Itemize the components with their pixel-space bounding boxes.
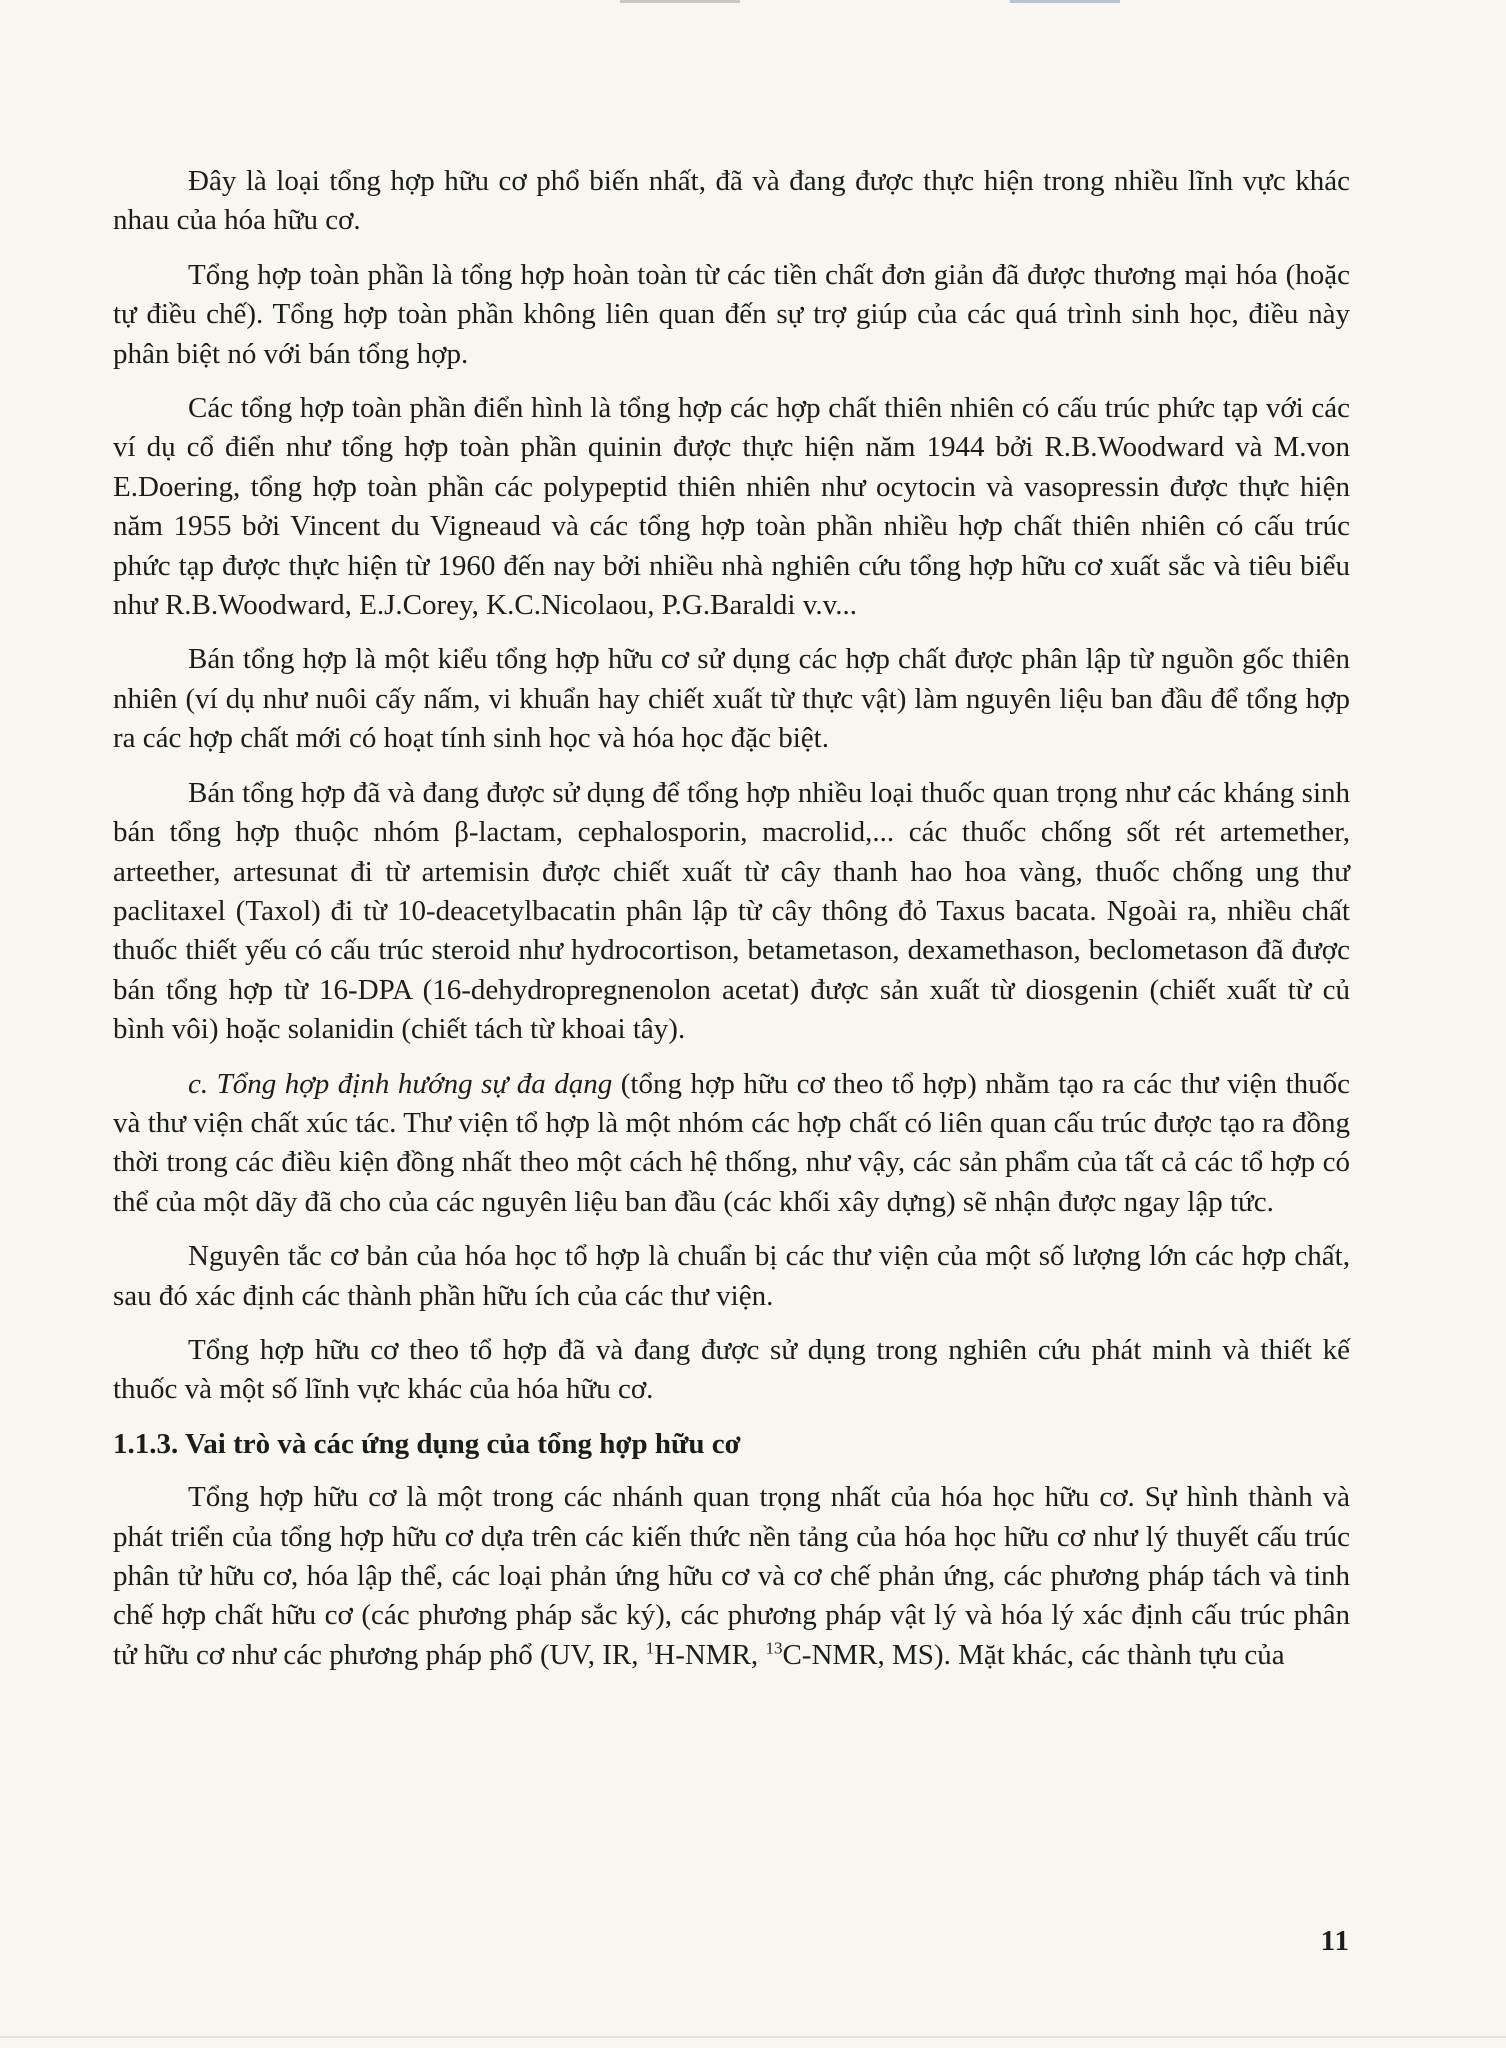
paragraph-intro: Đây là loại tổng hợp hữu cơ phổ biến nhất, đã và đang được thực hiện trong nhiều lĩnh vực khác nhau của hóa hữu cơ. — [113, 165, 1350, 237]
paragraph-diversity-oriented-text: (tổng hợp hữu cơ theo tổ hợp) nhằm tạo ra các thư viện thuốc và thư viện chất xúc tác. Thư viện tổ hợp là một nhóm các hợp chất có liên quan cấu trúc được tạo ra đồng thời trong các điều kiện đồng nhất theo một cách hệ thống, như vậy, các sản phẩm của tất cả các tổ hợp có thể của một dãy đã cho của các nguyên liệu ban đầu (các khối xây dựng) sẽ nhận được ngay lập tức. — [113, 1067, 1350, 1218]
paragraph-total-synthesis-examples: Các tổng hợp toàn phần điển hình là tổng hợp các hợp chất thiên nhiên có cấu trúc phức tạp với các ví dụ cổ điển như tổng hợp toàn phần quinin được thực hiện năm 1944 bởi R.B.Woodward và M.von E.Doering, tổng hợp toàn phần các polypeptid thiên nhiên như ocytocin và vasopressin được thực hiện năm 1955 bởi Vincent du Vigneaud và các tổng hợp toàn phần nhiều hợp chất thiên nhiên có cấu trúc phức tạp được thực hiện từ 1960 đến nay bởi nhiều nhà nghiên cứu tổng hợp hữu cơ xuất sắc và tiêu biểu như R.B.Woodward, E.J.Corey, K.C.Nicolaou, P.G.Baraldi v.v... — [113, 392, 1350, 622]
paragraph-combinatorial-principle: Nguyên tắc cơ bản của hóa học tổ hợp là chuẩn bị các thư viện của một số lượng lớn các hợp chất, sau đó xác định các thành phần hữu ích của các thư viện. — [113, 1240, 1350, 1312]
paragraph-semisynthesis: Bán tổng hợp là một kiểu tổng hợp hữu cơ sử dụng các hợp chất được phân lập từ nguồn gốc thiên nhiên (ví dụ như nuôi cấy nấm, vi khuẩn hay chiết xuất từ thực vật) làm nguyên liệu ban đầu để tổng hợp ra các hợp chất mới có hoạt tính sinh học và hóa học đặc biệt. — [113, 643, 1350, 755]
page-body — [113, 162, 1350, 1690]
paragraph-total-synthesis: Tổng hợp toàn phần là tổng hợp hoàn toàn từ các tiền chất đơn giản đã được thương mại hóa (hoặc tự điều chế). Tổng hợp toàn phần không liên quan đến sự trợ giúp của các quá trình sinh học, điều này phân biệt nó với bán tổng hợp. — [113, 258, 1350, 370]
scan-edge-mark — [620, 0, 740, 3]
paragraph-role-text-3: C-NMR, MS). Mặt khác, các thành tựu của — [782, 1638, 1285, 1671]
paragraph-role-text-1: Tổng hợp hữu cơ là một trong các nhánh quan trọng nhất của hóa học hữu cơ. Sự hình thành và phát triển của tổng hợp hữu cơ dựa trên các kiến thức nền tảng của hóa học hữu cơ như lý thuyết cấu trúc phân tử hữu cơ, hóa lập thể, các loại phản ứng hữu cơ và cơ chế phản ứng, các phương pháp tách và tinh chế hợp chất hữu cơ (các phương pháp sắc ký), các phương pháp vật lý và hóa lý xác định cấu trúc phân tử hữu cơ như các phương pháp phổ (UV, IR, — [113, 1481, 1350, 1671]
paragraph-role — [113, 1478, 1350, 1675]
scan-edge-mark — [1010, 0, 1120, 3]
paragraph-combinatorial-usage: Tổng hợp hữu cơ theo tổ hợp đã và đang được sử dụng trong nghiên cứu phát minh và thiết kế thuốc và một số lĩnh vực khác của hóa hữu cơ. — [113, 1333, 1350, 1406]
superscript-1: 1 — [645, 1638, 655, 1658]
page-number: 11 — [1320, 1925, 1350, 1957]
paragraph-semisynthesis-drugs: Bán tổng hợp đã và đang được sử dụng để tổng hợp nhiều loại thuốc quan trọng như các kháng sinh bán tổng hợp thuộc nhóm β-lactam, cephalosporin, macrolid,... các thuốc chống sốt rét artemether, arteether, artesunat đi từ artemisin được chiết xuất từ cây thanh hao hoa vàng, thuốc chống ung thư paclitaxel (Taxol) đi từ 10-deacetylbacatin phân lập từ cây thông đỏ Taxus bacata. Ngoài ra, nhiều chất thuốc thiết yếu có cấu trúc steroid như hydrocortison, betametason, dexamethason, beclometason đã được bán tổng hợp từ 16-DPA (16-dehydropregnenolon acetat) được sản xuất từ diosgenin (chiết xuất từ củ bình vôi) hoặc solanidin (chiết tách từ khoai tây). — [113, 776, 1350, 1046]
paragraph-diversity-oriented-lead: c. Tổng hợp định hướng sự đa dạng — [188, 1067, 613, 1100]
paragraph-diversity-oriented — [113, 1065, 1350, 1223]
superscript-13: 13 — [765, 1638, 783, 1658]
scan-bottom-edge — [0, 2036, 1506, 2038]
paragraph-role-text-2: H-NMR, — [654, 1638, 766, 1671]
section-heading: 1.1.3. Vai trò và các ứng dụng của tổng hợp hữu cơ — [113, 1427, 741, 1460]
